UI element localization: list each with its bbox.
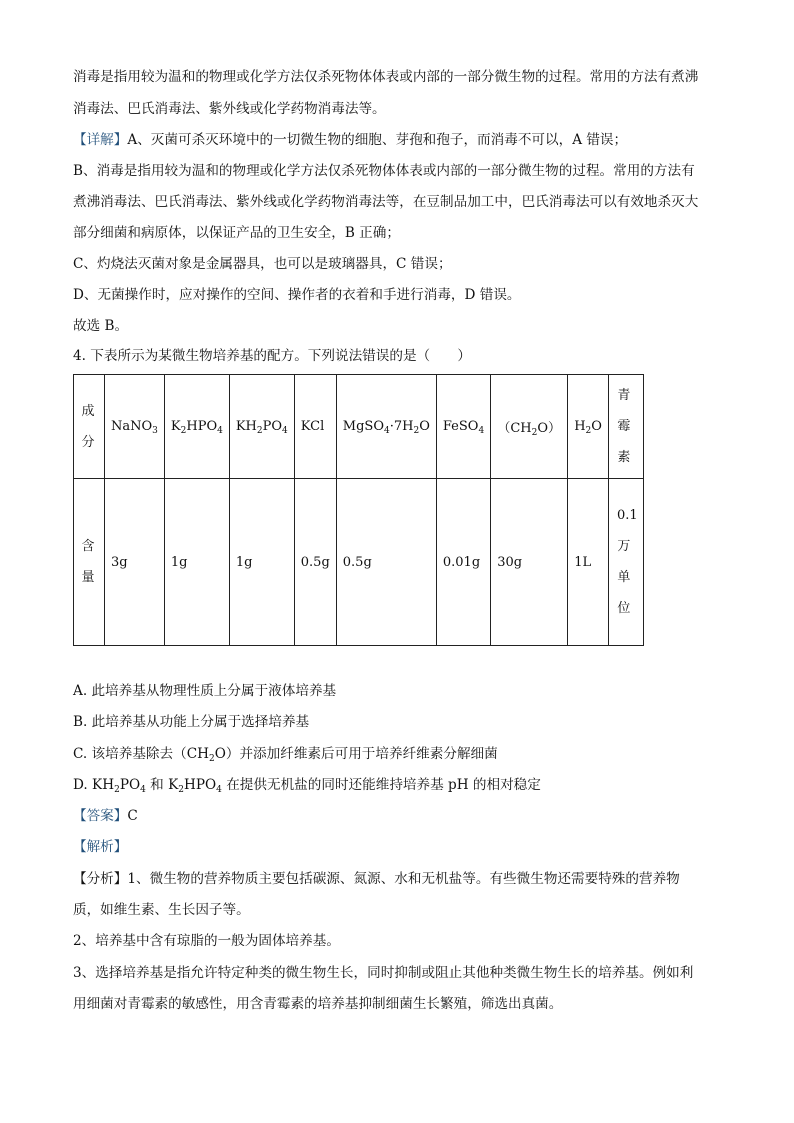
analysis-point-1-line-1: 【分析】1、微生物的营养物质主要包括碳源、氮源、水和无机盐等。有些微生物还需要特殊的营养物 <box>73 871 680 887</box>
detail-a-text: A、灭菌可杀灭环境中的一切微生物的细胞、芽孢和孢子，而消毒不可以，A 错误； <box>127 132 628 148</box>
detail-b-line-3: 部分细菌和病原体，以保证产品的卫生安全，B 正确； <box>73 225 400 241</box>
detail-d: D、无菌操作时，应对操作的空间、操作者的衣着和手进行消毒，D 错误。 <box>73 287 521 303</box>
option-a: A. 此培养基从物理性质上分属于液体培养基 <box>73 683 337 699</box>
answer-line <box>73 801 721 833</box>
ingredient-penicillin: 青霉素 <box>608 375 643 479</box>
detail-c: C、灼烧法灭菌对象是金属器具，也可以是玻璃器具，C 错误； <box>73 256 452 272</box>
analysis-point-3-line-1: 3、选择培养基是指允许特定种类的微生物生长，同时抑制或阻止其他种类微生物生长的培养基。例如利 <box>73 965 694 981</box>
ingredient-mgso4: $MgSO_4\cdot 7H_2O$ <box>336 375 436 479</box>
row-label-ingredients: 成分 <box>74 375 105 479</box>
row-label-amounts: 含量 <box>74 479 105 646</box>
detail-b-line-1: B、消毒是指用较为温和的物理或化学方法仅杀死物体体表或内部的一部分微生物的过程。常用的方法有 <box>73 163 695 179</box>
ingredient-feso4: FeSO$_4$ <box>436 375 490 479</box>
detail-b-line-2: 煮沸消毒法、巴氏消毒法、紫外线或化学药物消毒法等，在豆制品加工中，巴氏消毒法可以有效地杀灭大 <box>73 194 699 210</box>
intro-line-1: 消毒是指用较为温和的物理或化学方法仅杀死物体体表或内部的一部分微生物的过程。常用的方法有煮沸 <box>73 69 699 85</box>
amount-nano3: 3g <box>105 479 165 646</box>
question-4-stem: 4. 下表所示为某微生物培养基的配方。下列说法错误的是（ ） <box>73 348 471 364</box>
ingredient-ch2o: $(CH_2O)$ <box>491 375 568 479</box>
detail-conclusion: 故选 B。 <box>73 318 129 334</box>
ingredient-kcl: KCl <box>294 375 336 479</box>
analysis-heading: 【解析】 <box>73 839 128 855</box>
amount-penicillin: 0.1万单位 <box>608 479 643 646</box>
ingredient-nano3: NaNO$_3$ <box>105 375 165 479</box>
amount-h2o: 1L <box>568 479 609 646</box>
detail-tag: 【详解】 <box>73 132 128 148</box>
amount-mgso4: 0.5g <box>336 479 436 646</box>
analysis-point-1-line-2: 质，如维生素、生长因子等。 <box>73 902 250 918</box>
ingredient-h2o: $H_2O$ <box>568 375 609 479</box>
option-c: C. 该培养基除去$(CH_2O)$并添加纤维素后可用于培养纤维素分解细菌 <box>73 746 498 764</box>
table-row-amounts <box>74 479 644 646</box>
analysis-sub-tag: 【分析】 <box>73 871 128 887</box>
amount-k2hpo4: 1g <box>164 479 229 646</box>
amount-kh2po4: 1g <box>229 479 294 646</box>
amount-feso4: 0.01g <box>436 479 490 646</box>
detail-a <box>73 125 721 157</box>
ingredient-k2hpo4: $K_2HPO_4$ <box>164 375 229 479</box>
amount-kcl: 0.5g <box>294 479 336 646</box>
intro-line-2: 消毒法、巴氏消毒法、紫外线或化学药物消毒法等。 <box>73 101 386 117</box>
analysis-point-3-line-2: 用细菌对青霉素的敏感性，用含青霉素的培养基抑制细菌生长繁殖，筛选出真菌。 <box>73 996 563 1012</box>
answer-tag: 【答案】 <box>73 808 128 824</box>
option-d: D. $KH_2PO_4$ 和 $K_2HPO_4$ 在提供无机盐的同时还能维持培养基 pH 的相对稳定 <box>73 777 541 795</box>
option-b: B. 此培养基从功能上分属于选择培养基 <box>73 714 310 730</box>
analysis-point-2: 2、培养基中含有琼脂的一般为固体培养基。 <box>73 933 340 949</box>
medium-recipe-table <box>73 374 644 646</box>
answer-value: C <box>127 808 138 824</box>
amount-ch2o: 30g <box>491 479 568 646</box>
ingredient-kh2po4: $KH_2PO_4$ <box>229 375 294 479</box>
table-row-ingredients <box>74 375 644 479</box>
